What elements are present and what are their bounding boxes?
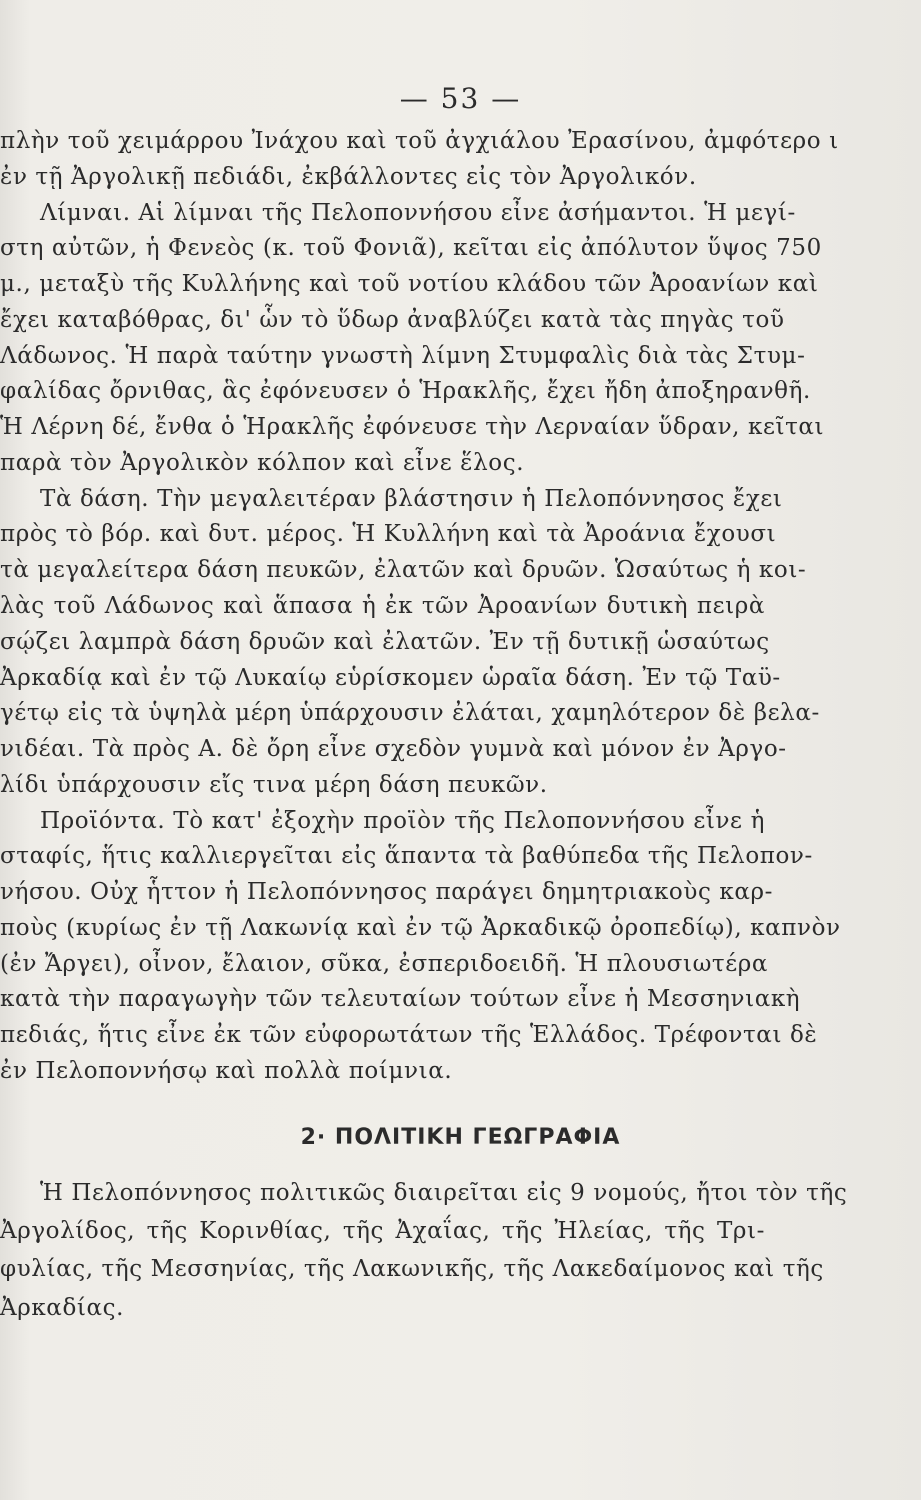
text-line: στη αὐτῶν, ἡ Φενεὸς (κ. τοῦ Φονιᾶ), κεῖται εἰς ἀπόλυτον ὕψος 750 [0,235,822,261]
text-line: λὰς τοῦ Λάδωνος καὶ ἅπασα ἡ ἐκ τῶν Ἀροανίων δυτικὴ πειρὰ [0,593,765,619]
text-line: Λίμναι. Αἱ λίμναι τῆς Πελοποννήσου εἶνε ἀσήμαντοι. Ἡ μεγί- [40,200,796,226]
text-line: σταφίς, ἥτις καλλιεργεῖται εἰς ἅπαντα τὰ βαθύπεδα τῆς Πελοπον- [0,843,813,869]
text-line: Ἀργολίδος, τῆς Κορινθίας, τῆς Ἀχαΐας, τῆς Ἠλείας, τῆς Τρι- [0,1218,765,1244]
text-line: Ἀρκαδίας. [0,1295,125,1321]
page-number: — 53 — [399,82,522,115]
text-line: ποὺς (κυρίως ἐν τῇ Λακωνίᾳ καὶ ἐν τῷ Ἀρκαδικῷ ὀροπεδίῳ), καπνὸν [0,915,841,941]
text-line: (ἐν Ἄργει), οἶνον, ἔλαιον, σῦκα, ἐσπεριδοειδῆ. Ἡ πλουσιωτέρα [0,951,769,977]
text-line: παρὰ τὸν Ἀργολικὸν κόλπον καὶ εἶνε ἕλος. [0,450,525,476]
text-line: τὰ μεγαλείτερα δάση πευκῶν, ἐλατῶν καὶ δρυῶν. Ὡσαύτως ἡ κοι- [0,557,807,583]
text-line: Λάδωνος. Ἡ παρὰ ταύτην γνωστὴ λίμνη Στυμφαλὶς διὰ τὰς Στυμ- [0,343,806,369]
text-line: γέτῳ εἰς τὰ ὑψηλὰ μέρη ὑπάρχουσιν ἐλάται, χαμηλότερον δὲ βελα- [0,700,820,726]
text-line: φαλίδας ὄρνιθας, ἃς ἐφόνευσεν ὁ Ἡρακλῆς, ἔχει ἤδη ἀποξηρανθῆ. [0,378,811,404]
text-line: νιδέαι. Τὰ πρὸς Α. δὲ ὄρη εἶνε σχεδὸν γυμνὰ καὶ μόνον ἐν Ἀργο- [0,736,787,762]
text-line: ἐν Πελοποννήσῳ καὶ πολλὰ ποίμνια. [0,1058,453,1084]
text-line: ἐν τῇ Ἀργολικῇ πεδιάδι, ἐκβάλλοντες εἰς τὸν Ἀργολικόν. [0,164,697,190]
text-line: φυλίας, τῆς Μεσσηνίας, τῆς Λακωνικῆς, τῆς Λακεδαίμονος καὶ τῆς [0,1256,824,1282]
text-line: Ἡ Λέρνη δέ, ἔνθα ὁ Ἡρακλῆς ἐφόνευσε τὴν Λερναίαν ὕδραν, κεῖται [0,414,825,440]
text-line: πρὸς τὸ βόρ. καὶ δυτ. μέρος. Ἡ Κυλλήνη καὶ τὰ Ἀροάνια ἔχουσι [0,521,777,547]
text-line: ἔχει καταβόθρας, δι' ὧν τὸ ὕδωρ ἀναβλύζει κατὰ τὰς πηγὰς τοῦ [0,307,785,333]
text-line: πλὴν τοῦ χειμάρρου Ἰνάχου καὶ τοῦ ἀγχιάλου Ἐρασίνου, ἀμφότερο ι [0,128,839,154]
text-line: νήσου. Οὐχ ἧττον ἡ Πελοπόννησος παράγει δημητριακοὺς καρ- [0,879,773,905]
text-line: πεδιάς, ἥτις εἶνε ἐκ τῶν εὐφορωτάτων τῆς Ἑλλάδος. Τρέφονται δὲ [0,1022,818,1048]
text-line: Ἀρκαδίᾳ καὶ ἐν τῷ Λυκαίῳ εὑρίσκομεν ὡραῖα δάση. Ἐν τῷ Ταϋ- [0,665,781,691]
text-line: Ἡ Πελοπόννησος πολιτικῶς διαιρεῖται εἰς 9 νομούς, ἤτοι τὸν τῆς [40,1180,848,1206]
text-line: Τὰ δάση. Τὴν μεγαλειτέραν βλάστησιν ἡ Πελοπόννησος ἔχει [40,486,783,512]
text-line: σῴζει λαμπρὰ δάση δρυῶν καὶ ἐλατῶν. Ἐν τῇ δυτικῇ ὡσαύτως [0,629,770,655]
text-line: λίδι ὑπάρχουσιν εἴς τινα μέρη δάση πευκῶν. [0,772,548,798]
text-line: Προϊόντα. Τὸ κατ' ἐξοχὴν προϊὸν τῆς Πελοποννήσου εἶνε ἡ [40,808,765,834]
text-line: κατὰ τὴν παραγωγὴν τῶν τελευταίων τούτων εἶνε ἡ Μεσσηνιακὴ [0,986,801,1012]
section-heading: 2· ΠΟΛΙΤΙΚΗ ΓΕΩΓΡΑΦΙΑ [300,1125,621,1150]
text-line: μ., μεταξὺ τῆς Κυλλήνης καὶ τοῦ νοτίου κλάδου τῶν Ἀροανίων καὶ [0,271,819,297]
